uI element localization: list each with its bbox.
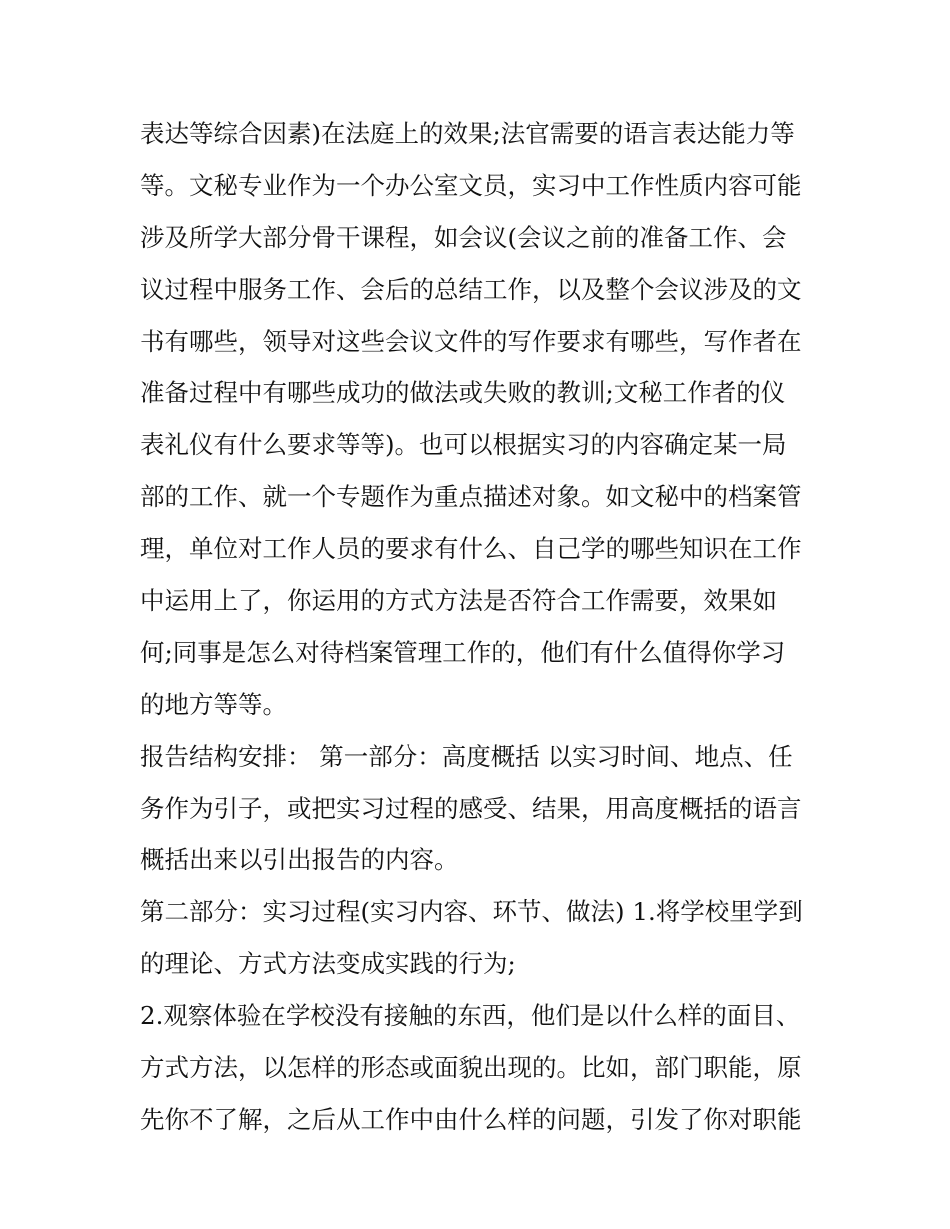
text-line: 务作为引子，或把实习过程的感受、结果，用高度概括的语言 [140,793,802,823]
text-line: 部的工作、就一个专题作为重点描述对象。如文秘中的档案管 [140,482,802,512]
text-line: 先你不了解，之后从工作中由什么样的问题，引发了你对职能 [140,1104,802,1134]
text-line: 议过程中服务工作、会后的总结工作，以及整个会议涉及的文 [140,274,802,304]
text-line: 2.观察体验在学校没有接触的东西，他们是以什么样的面目、 [140,1001,801,1031]
text-line: 表礼仪有什么要求等等)。也可以根据实习的内容确定某一局 [140,430,787,460]
document-body [140,108,820,1146]
text-line: 第二部分：实习过程(实习内容、环节、做法) 1.将学校里学到 [140,897,803,927]
text-line: 方式方法，以怎样的形态或面貌出现的。比如，部门职能，原 [140,1053,802,1083]
text-line: 何;同事是怎么对待档案管理工作的，他们有什么值得你学习 [140,637,786,667]
text-line: 中运用上了，你运用的方式方法是否符合工作需要，效果如 [140,586,777,616]
text-line: 书有哪些，领导对这些会议文件的写作要求有哪些，写作者在 [140,326,802,356]
text-line: 概括出来以引出报告的内容。 [140,845,459,875]
text-line: 表达等综合因素)在法庭上的效果;法官需要的语言表达能力等 [140,119,795,148]
text-line: 准备过程中有哪些成功的做法或失败的教训;文秘工作者的仪 [140,378,786,408]
text-line: 理，单位对工作人员的要求有什么、自己学的哪些知识在工作 [140,534,802,564]
text-line: 报告结构安排： 第一部分：高度概括 以实习时间、地点、任 [140,741,793,771]
text-line: 涉及所学大部分骨干课程，如会议(会议之前的准备工作、会 [140,222,787,252]
text-line: 等。文秘专业作为一个办公室文员，实习中工作性质内容可能 [140,170,802,200]
text-line: 的地方等等。 [140,689,287,719]
text-line: 的理论、方式方法变成实践的行为; [140,949,516,979]
